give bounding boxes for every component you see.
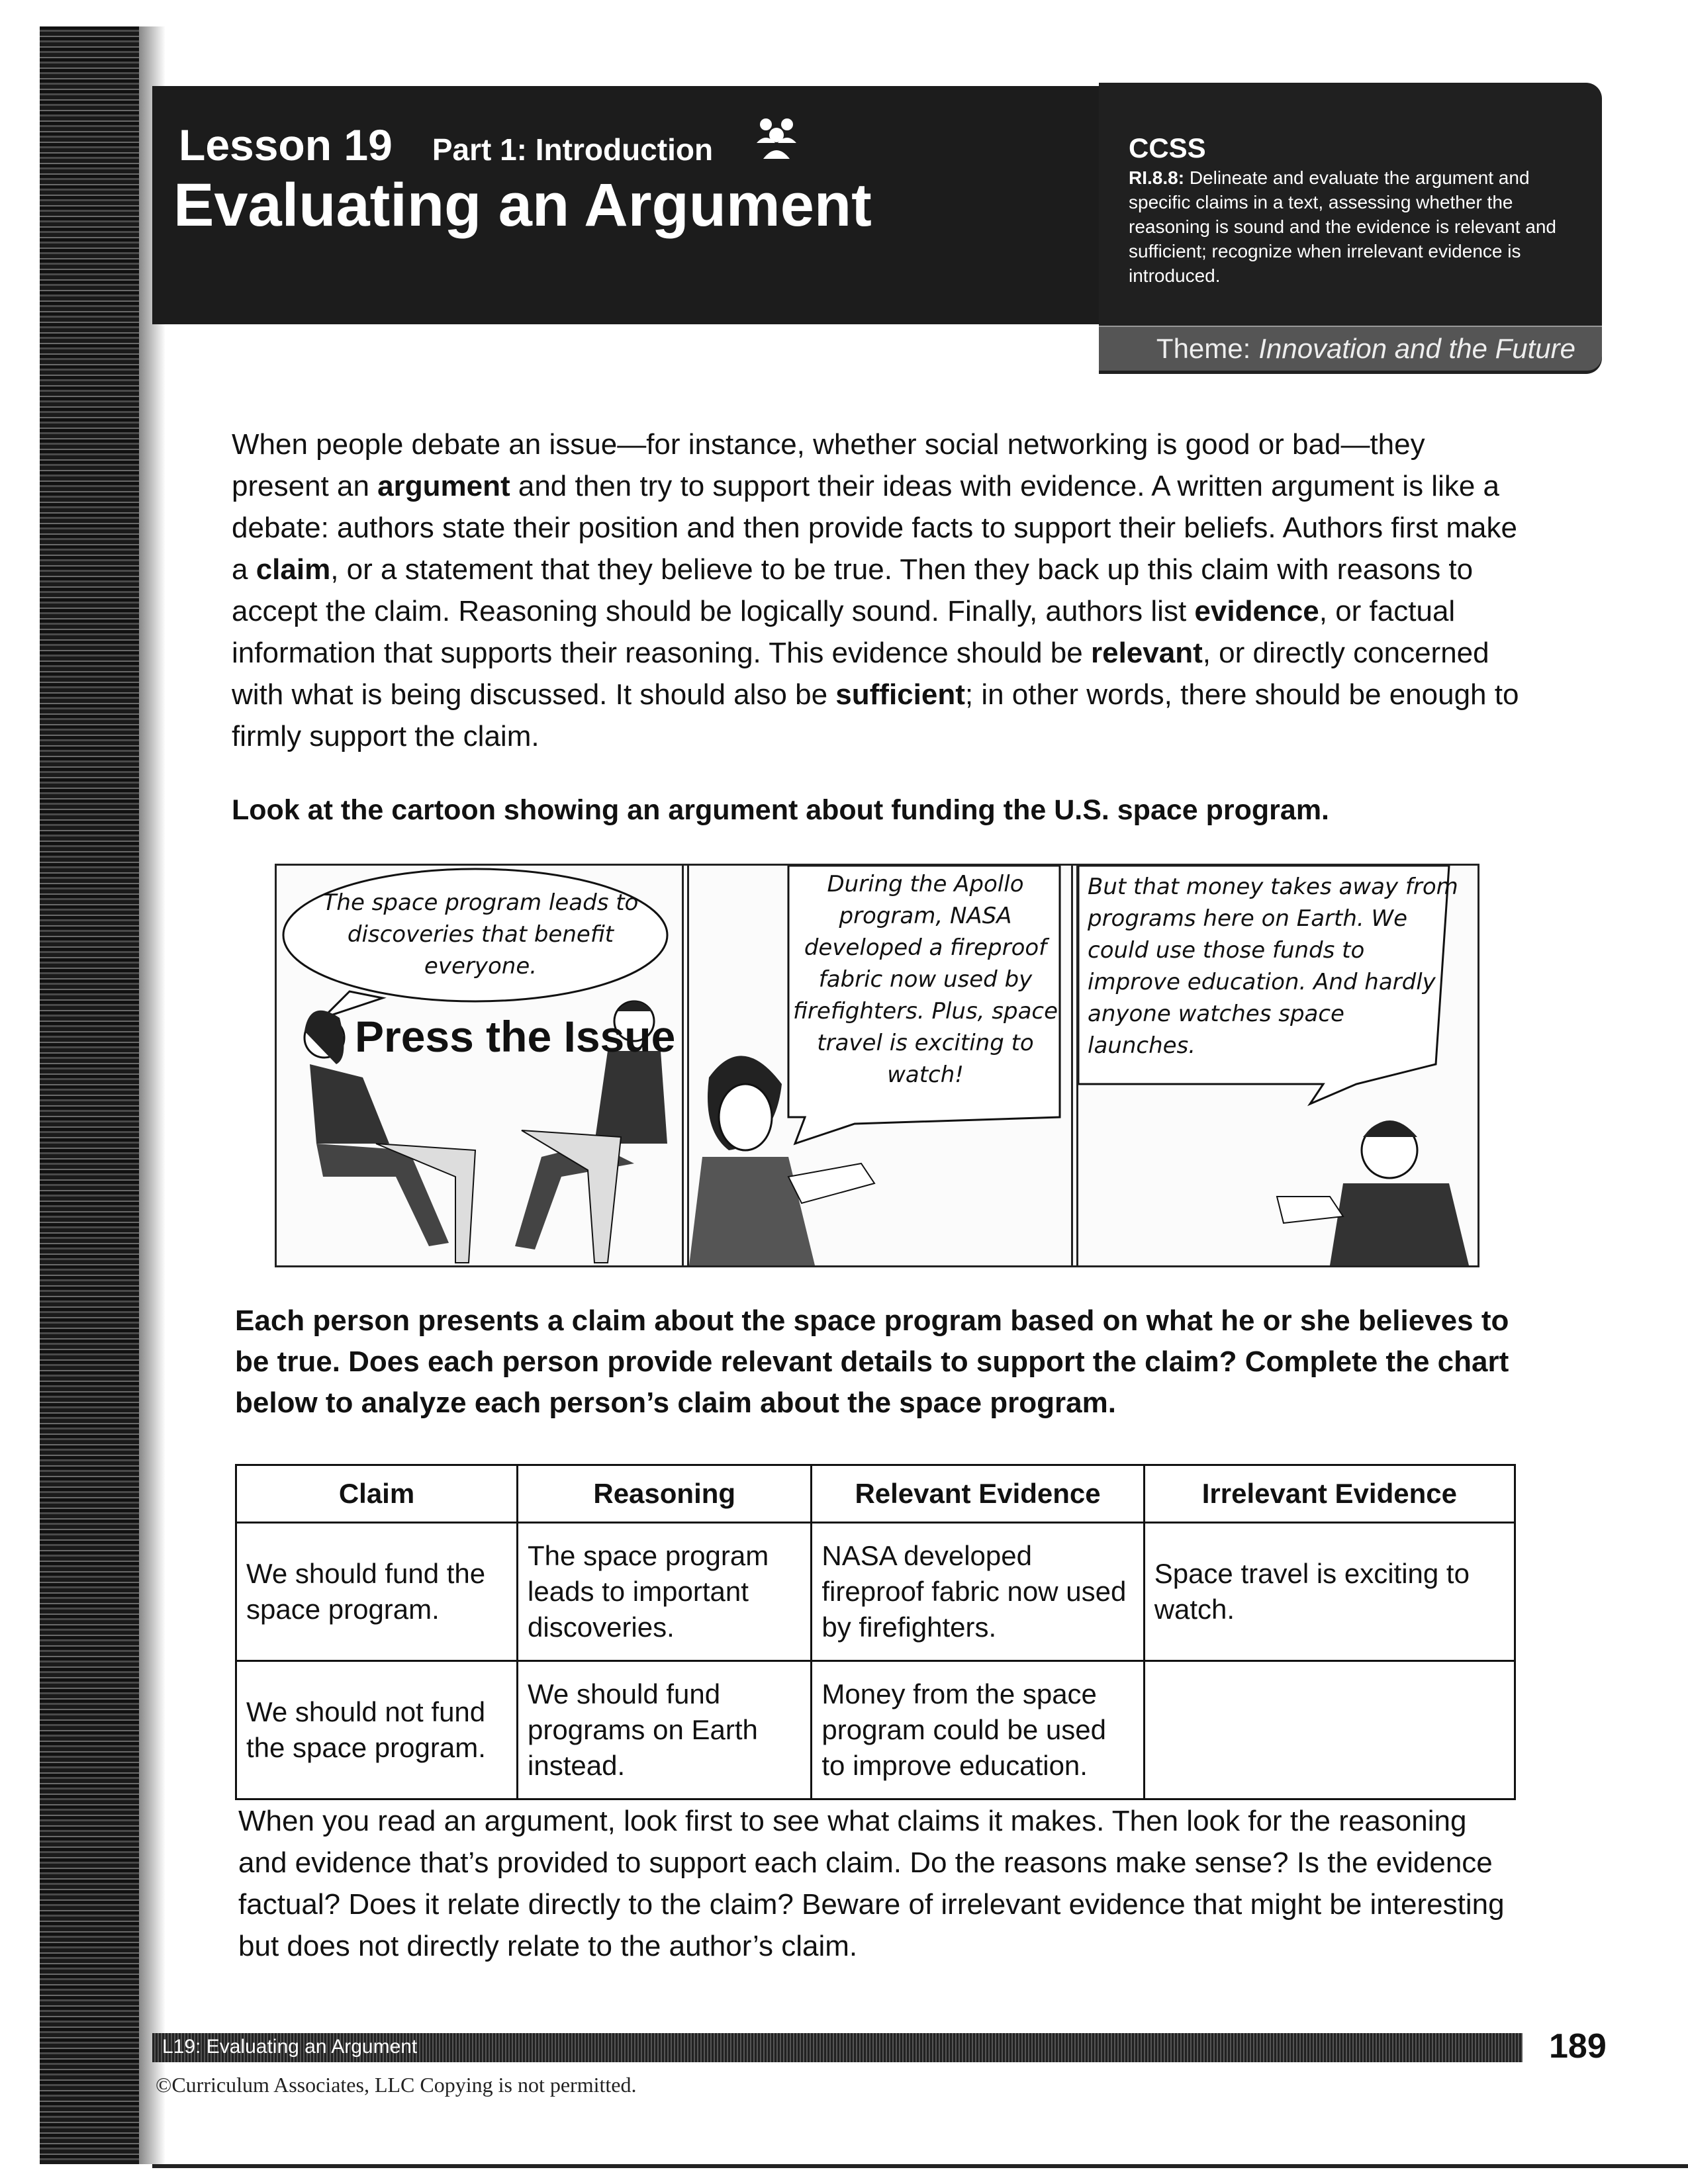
panel-1-speech: The space program leads to discoveries that benefit everyone. — [322, 889, 639, 979]
chart-instructions: Each person presents a claim about the space program based on what he or she believes to be true. Does each person provide relevant details to support the claim? Complete the chart below to analyze each person’s claim about the space program. — [235, 1304, 1509, 1419]
group-people-icon — [753, 113, 800, 160]
header-irrelevant-evidence: Irrelevant Evidence — [1144, 1465, 1515, 1523]
intro-text-1: When people debate an issue—for instance, whether social networking is good or bad—they present an — [232, 428, 1425, 502]
closing-paragraph: When you read an argument, look first to see what claims it makes. Then look for the reasoning and evidence that’s provided to support each claim. Do the reasons make sense? Is the evidence factual? Does it relate directly to the claim? Beware of irrelevant evidence that might be interesting but does not directly relate to the author’s claim. — [238, 1805, 1505, 1962]
term-relevant: relevant — [1090, 637, 1203, 669]
intro-text-2: and then try to support their ideas with evidence. A written argument is like a debate: authors state their position and then provide facts to support their beliefs. Authors first make a — [232, 470, 1517, 586]
panel-divider-2 — [1071, 866, 1073, 1265]
header-claim: Claim — [236, 1465, 518, 1523]
table-cell — [1144, 1661, 1515, 1799]
theme-value: Innovation and the Future — [1258, 333, 1575, 364]
term-claim: claim — [256, 553, 331, 586]
show-title: Press the Issue — [355, 1012, 676, 1061]
bottom-rule — [152, 2164, 1688, 2168]
footer-lesson-label: L19: Evaluating an Argument — [162, 2036, 418, 2058]
ccss-standard-text: Delineate and evaluate the argument and specific claims in a text, assessing whether the reasoning is sound and the evidence is relevant and sufficient; recognize when irrelevant evidence is introduced. — [1129, 167, 1556, 286]
spine-gradient — [139, 26, 165, 2164]
term-argument: argument — [377, 470, 510, 502]
lesson-line — [179, 113, 800, 170]
intro-text-3: , or a statement that they believe to be true. Then they back up this claim with reasons to accept the claim. Reasoning should be logically sound. Finally, authors list — [232, 553, 1474, 627]
table-cell: The space program leads to important discoveries. — [518, 1523, 812, 1661]
header-relevant-evidence: Relevant Evidence — [812, 1465, 1144, 1523]
copyright-notice: ©Curriculum Associates, LLC Copying is not permitted. — [156, 2073, 637, 2097]
term-sufficient: sufficient — [835, 678, 965, 711]
table-cell: Money from the space program could be used to improve education. — [812, 1661, 1144, 1799]
ccss-description — [1129, 165, 1572, 288]
part-label: Part 1: Introduction — [432, 132, 714, 167]
term-evidence: evidence — [1194, 595, 1319, 627]
ccss-code: RI.8.8: — [1129, 167, 1185, 188]
panel-3-speech: But that money takes away from programs here on Earth. We could use those funds to improve education. And hardly anyone watches space launches. — [1088, 874, 1458, 1059]
header-reasoning: Reasoning — [518, 1465, 812, 1523]
table-cell: We should not fund the space program. — [236, 1661, 518, 1799]
table-header-row — [236, 1465, 1515, 1523]
comic-strip — [275, 864, 1479, 1267]
theme-label: Theme: — [1156, 333, 1251, 364]
cartoon-prompt: Look at the cartoon showing an argument about funding the U.S. space program. — [232, 794, 1329, 826]
claim-analysis-table — [235, 1464, 1516, 1800]
panel-2-speech: During the Apollo program, NASA developed a fireproof fabric now used by firefighters. Plus, space travel is exciting to watch! — [792, 871, 1058, 1088]
table-cell: We should fund programs on Earth instead. — [518, 1661, 812, 1799]
table-row — [236, 1523, 1515, 1661]
intro-text-6: ; in other words, there should be enough to firmly support the claim. — [232, 678, 1519, 752]
intro-text-4: , or factual information that supports their reasoning. This evidence should be — [232, 595, 1456, 669]
intro-text-5: , or directly concerned with what is being discussed. It should also be — [232, 637, 1489, 711]
table-cell: Space travel is exciting to watch. — [1144, 1523, 1515, 1661]
panel-divider-1 — [682, 866, 684, 1265]
book-spine-shadow — [40, 26, 139, 2164]
table-cell: NASA developed fireproof fabric now used by firefighters. — [812, 1523, 1144, 1661]
lesson-number: Lesson 19 — [179, 120, 393, 169]
table-cell: We should fund the space program. — [236, 1523, 518, 1661]
lesson-title: Evaluating an Argument — [173, 171, 872, 239]
page-number: 189 — [1549, 2027, 1607, 2066]
theme-bar — [1099, 326, 1602, 371]
intro-paragraph — [232, 424, 1523, 757]
table-row — [236, 1661, 1515, 1799]
ccss-title: CCSS — [1129, 132, 1206, 163]
